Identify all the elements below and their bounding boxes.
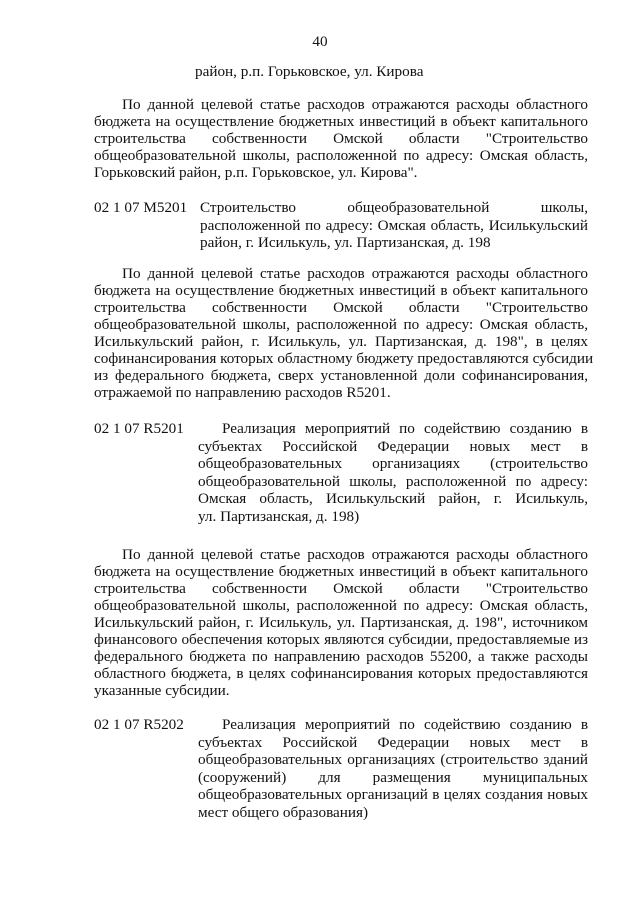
title-line: (сооружений) для размещения муниципальных	[198, 768, 588, 786]
paragraph-line: указанные субсидии.	[94, 682, 230, 699]
budget-code: 02 1 07 R5201	[94, 420, 184, 437]
title-line: расположенной по адресу: Омская область, Исилькульский	[200, 216, 588, 234]
page-number: 40	[312, 33, 328, 50]
budget-title	[198, 716, 588, 821]
paragraph-line: По данной целевой статье расходов отражаются расходы областного	[122, 96, 588, 113]
title-line: общеобразовательных организациях (строительство зданий	[198, 751, 588, 768]
budget-title	[200, 199, 588, 252]
title-line: Строительство общеобразовательной школы,	[200, 199, 588, 216]
title-line: Реализация мероприятий по содействию созданию в	[222, 420, 588, 437]
paragraph-line: общеобразовательной школы, расположенной по адресу: Омская область,	[94, 316, 588, 333]
paragraph-line: строительства собственности Омской области "Строительство	[94, 580, 588, 597]
title-line: Омская область, Исилькульский район, г. Исилькуль,	[198, 490, 588, 507]
title-line: общеобразовательных организациях (строительство	[198, 455, 588, 472]
paragraph-line: Исилькульский район, г. Исилькуль, ул. Партизанская, д. 198", в целях	[94, 333, 588, 350]
title-line: общеобразовательной школы, расположенной по адресу:	[198, 472, 588, 490]
title-line: общеобразовательных организаций в целях создания новых	[198, 786, 588, 803]
paragraph-line: бюджета на осуществление бюджетных инвестиций в объект капитального	[94, 113, 588, 130]
title-line: субъектах Российской Федерации новых мест в	[198, 437, 588, 455]
budget-code: 02 1 07 M5201	[94, 199, 188, 216]
paragraph-line: строительства собственности Омской области "Строительство	[94, 130, 588, 147]
paragraph-line: строительства собственности Омской области "Строительство	[94, 299, 588, 316]
paragraph-line: отражаемой по направлению расходов R5201.	[94, 384, 391, 401]
budget-code: 02 1 07 R5202	[94, 716, 184, 733]
paragraph-line: Горьковский район, р.п. Горьковское, ул. Кирова".	[94, 164, 418, 181]
paragraph-line: По данной целевой статье расходов отражаются расходы областного	[122, 265, 588, 282]
title-line: субъектах Российской Федерации новых мест в	[198, 733, 588, 751]
title-line: Реализация мероприятий по содействию созданию в	[222, 716, 588, 733]
paragraph-line: федерального бюджета по направлению расходов 55200, а также расходы	[94, 648, 588, 665]
budget-title	[198, 420, 588, 525]
paragraph-line: бюджета на осуществление бюджетных инвестиций в объект капитального	[94, 563, 588, 580]
paragraph-line: софинансирования которых областному бюджету предоставляются субсидии	[94, 350, 594, 367]
title-line: мест общего образования)	[198, 803, 369, 821]
paragraph-line: из федерального бюджета, сверх установленной доли софинансирования,	[94, 367, 588, 384]
paragraph-line: финансового обеспечения которых являются субсидии, предоставляемые из	[94, 631, 588, 648]
paragraph-line: областного бюджета, в целях софинансирования которых предоставляются	[94, 665, 588, 682]
paragraph-line: общеобразовательной школы, расположенной по адресу: Омская область,	[94, 147, 588, 164]
paragraph-line: По данной целевой статье расходов отражаются расходы областного	[122, 546, 588, 563]
top-line: район, р.п. Горьковское, ул. Кирова	[195, 63, 424, 80]
paragraph-line: Исилькульский район, г. Исилькуль, ул. Партизанская, д. 198", источником	[94, 614, 588, 631]
paragraph-line: общеобразовательной школы, расположенной по адресу: Омская область,	[94, 597, 588, 614]
paragraph-line: бюджета на осуществление бюджетных инвестиций в объект капитального	[94, 282, 588, 299]
title-line: ул. Партизанская, д. 198)	[198, 507, 360, 525]
title-line: район, г. Исилькуль, ул. Партизанская, д. 198	[200, 234, 491, 251]
